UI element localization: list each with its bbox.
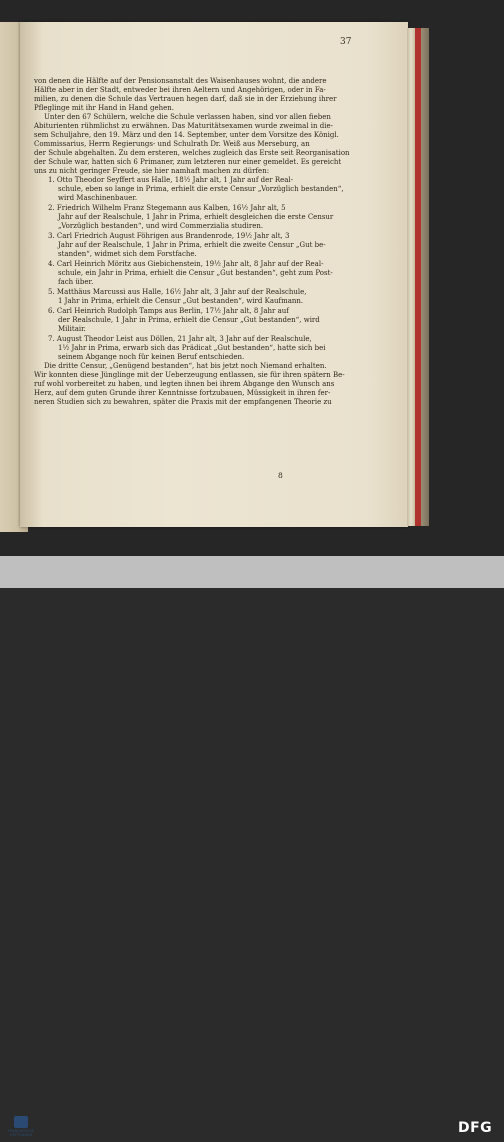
text-line: der Realschule, 1 Jahr in Prima, erhielt die Censur „Gut bestanden“, wird xyxy=(58,316,320,324)
text-line: von denen die Hälfte auf der Pensionsanstalt des Waisenhauses wohnt, die andere xyxy=(34,77,327,85)
list-item: 2. Friedrich Wilhelm Franz Stegemann aus Kalben, 16½ Jahr alt, 5 xyxy=(48,204,286,212)
text-line: Abiturienten rühmlichst zu erwähnen. Das Maturitätsexamen wurde zweimal in die- xyxy=(34,122,334,130)
text-line: 1½ Jahr in Prima, erwarb sich das Prädicat „Gut bestanden“, hatte sich bei xyxy=(58,344,326,352)
text-line: Hälfte aber in der Stadt, entweder bei ihren Aeltern und Angehörigen, oder in Fa- xyxy=(34,86,326,94)
text-line: Wir konnten diese Jünglinge mit der Ueberzeugung entlassen, sie für ihren spätern Be- xyxy=(34,371,345,379)
text-line: Die dritte Censur, „Genügend bestanden“, hat bis jetzt noch Niemand erhalten. xyxy=(44,362,327,370)
text-line: ruf wohl vorbereitet zu haben, und legten ihnen bei ihrem Abgange den Wunsch ans xyxy=(34,380,335,388)
text-line: „Vorzüglich bestanden“, und wird Commerzialia studiren. xyxy=(58,222,264,230)
text-line: der Schule abgehalten. Zu dem ersteren, welches zugleich das Erste seit Reorganisation xyxy=(34,149,350,157)
text-line: sem Schuljahre, den 19. März und den 14. September, unter dem Vorsitze des Königl. xyxy=(34,131,339,139)
text-line: schule, ein Jahr in Prima, erhielt die Censur „Gut bestanden“, geht zum Post- xyxy=(58,269,333,277)
list-item: 4. Carl Heinrich Möritz aus Giebichenstein, 19½ Jahr alt, 8 Jahr auf der Real- xyxy=(48,260,324,268)
footer-bar xyxy=(0,556,504,1137)
text-line: fach über. xyxy=(58,278,94,286)
list-item: 5. Matthäus Marcussi aus Halle, 16½ Jahr alt, 3 Jahr auf der Realschule, xyxy=(48,288,307,296)
text-line: wird Maschinenbauer. xyxy=(58,194,138,202)
book-cover-edge xyxy=(421,28,429,526)
text-line: seinem Abgange noch für keinen Beruf entschieden. xyxy=(58,353,245,361)
scan-viewer xyxy=(0,0,504,556)
text-line: standen“, widmet sich dem Forstfache. xyxy=(58,250,197,258)
list-item: 6. Carl Heinrich Rudolph Tamps aus Berlin, 17½ Jahr alt, 8 Jahr auf xyxy=(48,307,289,315)
dfg-logo: DFG xyxy=(458,1120,493,1136)
text-line: Jahr auf der Realschule, 1 Jahr in Prima, erhielt die zweite Censur „Gut be- xyxy=(58,241,326,249)
signature-mark: 8 xyxy=(278,471,283,480)
text-line: Unter den 67 Schülern, welche die Schule verlassen haben, sind vor allen fieben xyxy=(44,113,331,121)
left-logo-text: FRANCKESCHE STIFTUNGEN xyxy=(8,1129,34,1137)
text-line: der Schule war, hatten sich 6 Primaner, zum letzteren nur einer gemeldet. Es gereicht xyxy=(34,158,342,166)
text-line: Commissarius, Herrn Regierungs- und Schulrath Dr. Weiß aus Merseburg, an xyxy=(34,140,310,148)
text-line: neren Studien sich zu bewahren, später die Praxis mit der empfangenen Theorie zu xyxy=(34,398,332,406)
text-line: uns zu nicht geringer Freude, sie hier namhaft machen zu dürfen: xyxy=(34,167,270,175)
text-line: Jahr auf der Realschule, 1 Jahr in Prima, erhielt desgleichen die erste Censur xyxy=(58,213,334,221)
text-line: milien, zu denen die Schule das Vertrauen hegen darf, daß sie in der Erziehung ihrer xyxy=(34,95,337,103)
page-number: 37 xyxy=(340,37,352,47)
franckesche-stiftungen-logo xyxy=(2,1116,40,1142)
text-line: schule, eben so lange in Prima, erhielt die erste Censur „Vorzüglich bestanden“, xyxy=(58,185,344,193)
list-item: 7. August Theodor Leist aus Döllen, 21 Jahr alt, 3 Jahr auf der Realschule, xyxy=(48,335,312,343)
text-line: Herz, auf dem guten Grunde ihrer Kenntnisse fortzubauen, Müssigkeit in ihren fer- xyxy=(34,389,331,397)
text-line: Militair. xyxy=(58,325,86,333)
list-item: 1. Otto Theodor Seyffert aus Halle, 18½ Jahr alt, 1 Jahr auf der Real- xyxy=(48,176,294,184)
text-line: Pfleglinge mit ihr Hand in Hand gehen. xyxy=(34,104,175,112)
list-item: 3. Carl Friedrich August Föhrigen aus Brandenrode, 19½ Jahr alt, 3 xyxy=(48,232,290,240)
page-stack-edge xyxy=(407,28,415,526)
foundation-emblem-icon xyxy=(14,1116,28,1128)
text-line: 1 Jahr in Prima, erhielt die Censur „Gut bestanden“, wird Kaufmann. xyxy=(58,297,304,305)
